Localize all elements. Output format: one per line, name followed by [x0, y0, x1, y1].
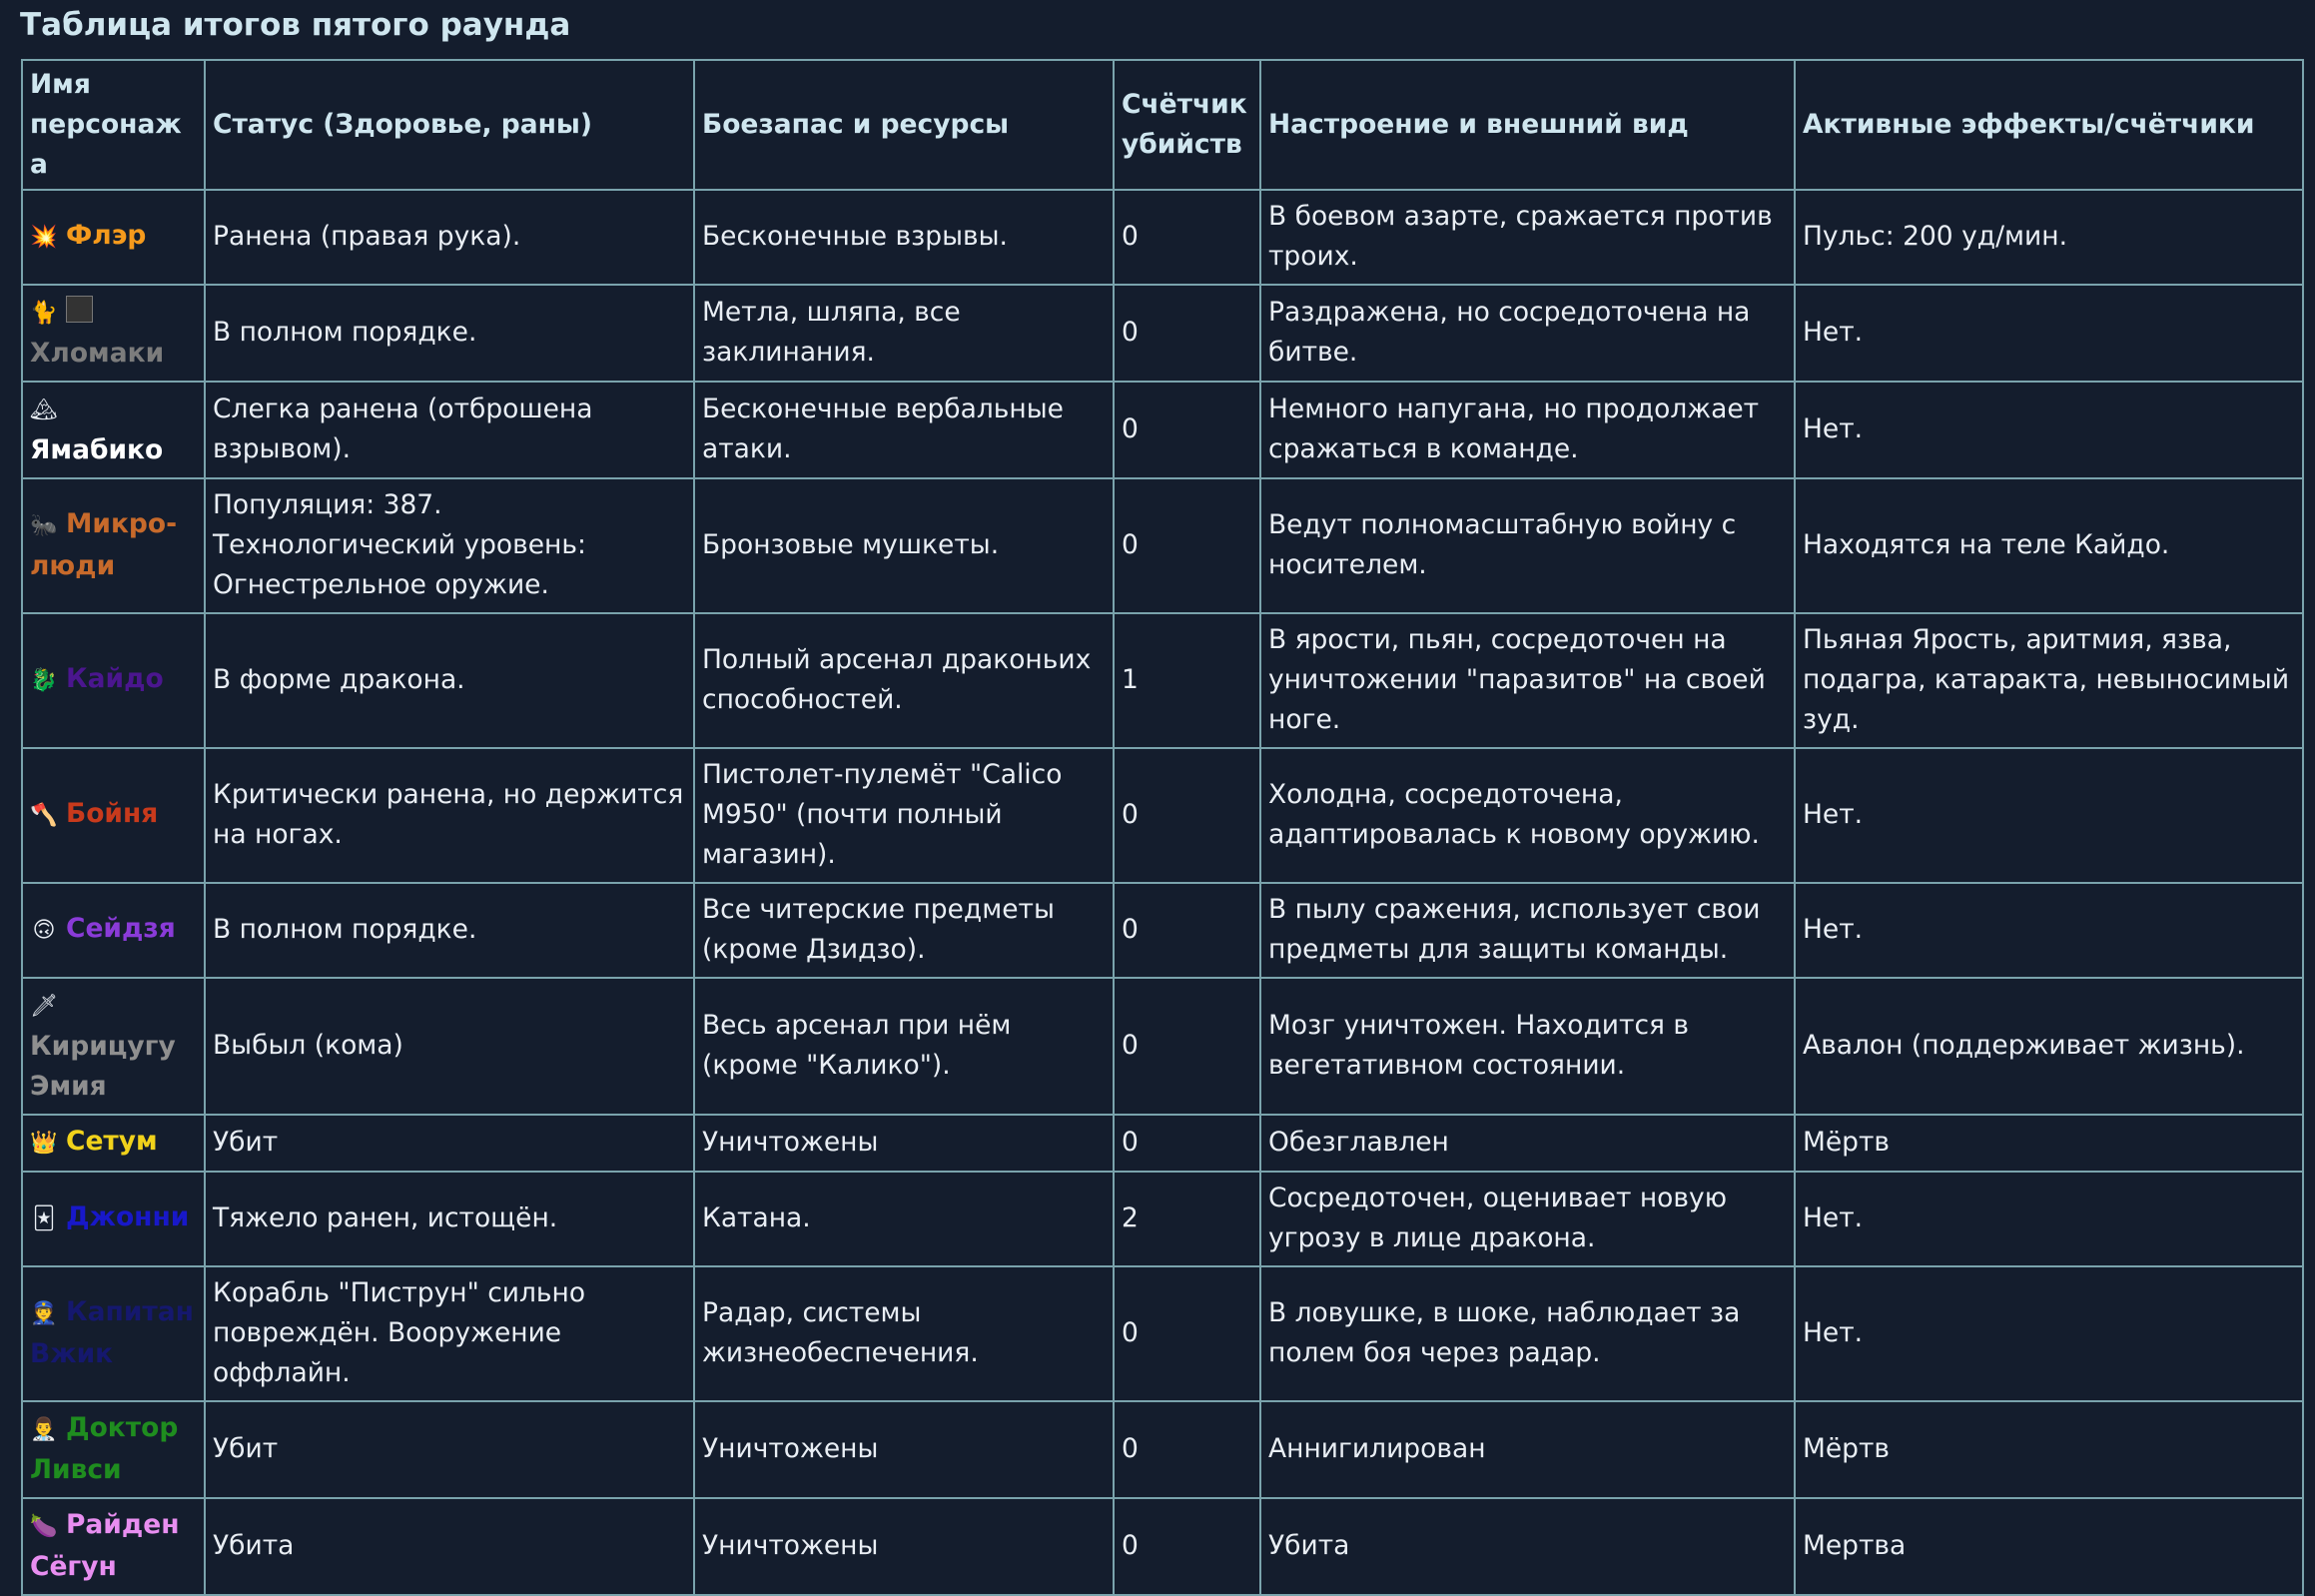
cell-effects: Нет. [1795, 285, 2303, 382]
cell-status: Убита [205, 1498, 694, 1595]
table-row [22, 1401, 2303, 1498]
cell-kills: 0 [1114, 382, 1260, 478]
cell-mood: Мозг уничтожен. Находится в вегетативном состоянии. [1260, 978, 1795, 1115]
cell-kills: 0 [1114, 190, 1260, 285]
cell-status: Убит [205, 1115, 694, 1172]
cell-name [22, 613, 205, 748]
cell-kills: 0 [1114, 1401, 1260, 1498]
cell-effects: Мёртв [1795, 1401, 2303, 1498]
header-name: Имя персонажа [22, 60, 205, 190]
ant-icon: 🐜 [30, 513, 58, 538]
character-name: Бойня [66, 798, 159, 829]
character-name: Хломаки [30, 338, 165, 369]
cell-ammo: Радар, системы жизнеобеспечения. [694, 1266, 1114, 1401]
cell-effects: Нет. [1795, 1172, 2303, 1266]
cell-name [22, 190, 205, 285]
cell-effects: Мертва [1795, 1498, 2303, 1595]
cell-status: Убит [205, 1401, 694, 1498]
table-row [22, 285, 2303, 382]
table-row [22, 190, 2303, 285]
cell-name [22, 748, 205, 883]
character-name: Капитан Вжик [30, 1296, 194, 1369]
cell-effects: Нет. [1795, 748, 2303, 883]
doctor-icon: 👨‍⚕️ [30, 1417, 58, 1442]
cell-name [22, 285, 205, 382]
cell-name [22, 478, 205, 613]
black-square-icon [66, 296, 93, 323]
cell-status: В полном порядке. [205, 285, 694, 382]
cell-ammo: Пистолет-пулемёт "Calico M950" (почти полный магазин). [694, 748, 1114, 883]
eggplant-icon: 🍆 [30, 1514, 58, 1539]
cell-mood: В пылу сражения, использует свои предметы для защиты команды. [1260, 883, 1795, 978]
cell-name [22, 1115, 205, 1172]
cell-ammo: Уничтожены [694, 1401, 1114, 1498]
cell-kills: 0 [1114, 1115, 1260, 1172]
cell-effects: Пьяная Ярость, аритмия, язва, подагра, катаракта, невыносимый зуд. [1795, 613, 2303, 748]
cell-kills: 0 [1114, 748, 1260, 883]
dragon-icon: 🐉 [30, 668, 58, 693]
cell-ammo: Катана. [694, 1172, 1114, 1266]
cell-mood: В ярости, пьян, сосредоточен на уничтожении "паразитов" на своей ноге. [1260, 613, 1795, 748]
cell-mood: В ловушке, в шоке, наблюдает за полем боя через радар. [1260, 1266, 1795, 1401]
cell-kills: 2 [1114, 1172, 1260, 1266]
results-table [21, 59, 2304, 1596]
cell-name [22, 1172, 205, 1266]
cell-status: В полном порядке. [205, 883, 694, 978]
character-name: Кайдо [66, 663, 164, 694]
cell-kills: 0 [1114, 978, 1260, 1115]
cell-mood: Обезглавлен [1260, 1115, 1795, 1172]
cell-status: Тяжело ранен, истощён. [205, 1172, 694, 1266]
table-row [22, 478, 2303, 613]
table-row [22, 613, 2303, 748]
character-name: Ямабико [30, 434, 164, 465]
cell-kills: 1 [1114, 613, 1260, 748]
cell-effects: Нет. [1795, 883, 2303, 978]
cell-effects: Нет. [1795, 382, 2303, 478]
table-row [22, 1498, 2303, 1595]
cell-mood: Аннигилирован [1260, 1401, 1795, 1498]
cell-name [22, 1401, 205, 1498]
header-kills: Счётчик убийств [1114, 60, 1260, 190]
cell-status: Слегка ранена (отброшена взрывом). [205, 382, 694, 478]
cell-status: В форме дракона. [205, 613, 694, 748]
header-status: Статус (Здоровье, раны) [205, 60, 694, 190]
crown-icon: 👑 [30, 1131, 58, 1156]
cell-ammo: Бронзовые мушкеты. [694, 478, 1114, 613]
cell-kills: 0 [1114, 1498, 1260, 1595]
cell-effects: Пульс: 200 уд/мин. [1795, 190, 2303, 285]
cell-mood: Сосредоточен, оценивает новую угрозу в лице дракона. [1260, 1172, 1795, 1266]
cell-name [22, 1266, 205, 1401]
character-name: Микро-люди [30, 508, 178, 581]
cell-mood: Убита [1260, 1498, 1795, 1595]
cell-mood: В боевом азарте, сражается против троих. [1260, 190, 1795, 285]
cell-name [22, 978, 205, 1115]
character-name: Джонни [66, 1201, 190, 1232]
header-mood: Настроение и внешний вид [1260, 60, 1795, 190]
cell-kills: 0 [1114, 285, 1260, 382]
cell-ammo: Метла, шляпа, все заклинания. [694, 285, 1114, 382]
cell-ammo: Полный арсенал драконьих способностей. [694, 613, 1114, 748]
character-name: Сейдзя [66, 913, 176, 944]
table-row [22, 978, 2303, 1115]
cell-effects: Находятся на теле Кайдо. [1795, 478, 2303, 613]
cell-mood: Холодна, сосредоточена, адаптировалась к новому оружию. [1260, 748, 1795, 883]
police-officer-icon: 👮 [30, 1301, 58, 1326]
header-ammo: Боезапас и ресурсы [694, 60, 1114, 190]
cell-name [22, 382, 205, 478]
cell-status: Выбыл (кома) [205, 978, 694, 1115]
cell-name [22, 883, 205, 978]
table-row [22, 382, 2303, 478]
cell-status: Популяция: 387. Технологический уровень: Огнестрельное оружие. [205, 478, 694, 613]
cell-kills: 0 [1114, 478, 1260, 613]
cell-name [22, 1498, 205, 1595]
cell-ammo: Бесконечные взрывы. [694, 190, 1114, 285]
table-header [22, 60, 2303, 190]
character-name: Райден Сёгун [30, 1509, 180, 1582]
cell-effects: Авалон (поддерживает жизнь). [1795, 978, 2303, 1115]
table-row [22, 748, 2303, 883]
cell-effects: Нет. [1795, 1266, 2303, 1401]
axe-icon: 🪓 [30, 803, 58, 828]
upside-down-face-icon: 🙃 [32, 918, 56, 943]
table-row [22, 1172, 2303, 1266]
cell-status: Ранена (правая рука). [205, 190, 694, 285]
cell-ammo: Весь арсенал при нём (кроме "Калико"). [694, 978, 1114, 1115]
table-body [22, 190, 2303, 1595]
cell-ammo: Все читерские предметы (кроме Дзидзо). [694, 883, 1114, 978]
cell-mood: Ведут полномасштабную войну с носителем. [1260, 478, 1795, 613]
cell-effects: Мёртв [1795, 1115, 2303, 1172]
character-name: Флэр [66, 220, 147, 251]
character-name: Кирицугу Эмия [30, 1031, 176, 1102]
table-row [22, 1266, 2303, 1401]
table-row [22, 883, 2303, 978]
cat-icon: 🐈 [30, 301, 58, 326]
header-effects: Активные эффекты/счётчики [1795, 60, 2303, 190]
cell-ammo: Бесконечные вербальные атаки. [694, 382, 1114, 478]
cell-ammo: Уничтожены [694, 1498, 1114, 1595]
cell-mood: Немного напугана, но продолжает сражаться в команде. [1260, 382, 1795, 478]
mountain-icon: 🏔 [30, 398, 58, 422]
page-title: Таблица итогов пятого раунда [20, 7, 571, 43]
header-row [22, 60, 2303, 190]
cell-kills: 0 [1114, 1266, 1260, 1401]
character-name: Сетум [66, 1126, 158, 1157]
dagger-icon: 🗡 [30, 994, 58, 1019]
cell-status: Корабль "Пиструн" сильно повреждён. Вооружение оффлайн. [205, 1266, 694, 1401]
cell-status: Критически ранена, но держится на ногах. [205, 748, 694, 883]
explosion-icon: 💥 [30, 225, 58, 250]
cell-ammo: Уничтожены [694, 1115, 1114, 1172]
joker-card-icon: 🃏 [32, 1206, 56, 1231]
table-row [22, 1115, 2303, 1172]
character-name: Доктор Ливси [30, 1412, 179, 1485]
cell-mood: Раздражена, но сосредоточена на битве. [1260, 285, 1795, 382]
cell-kills: 0 [1114, 883, 1260, 978]
